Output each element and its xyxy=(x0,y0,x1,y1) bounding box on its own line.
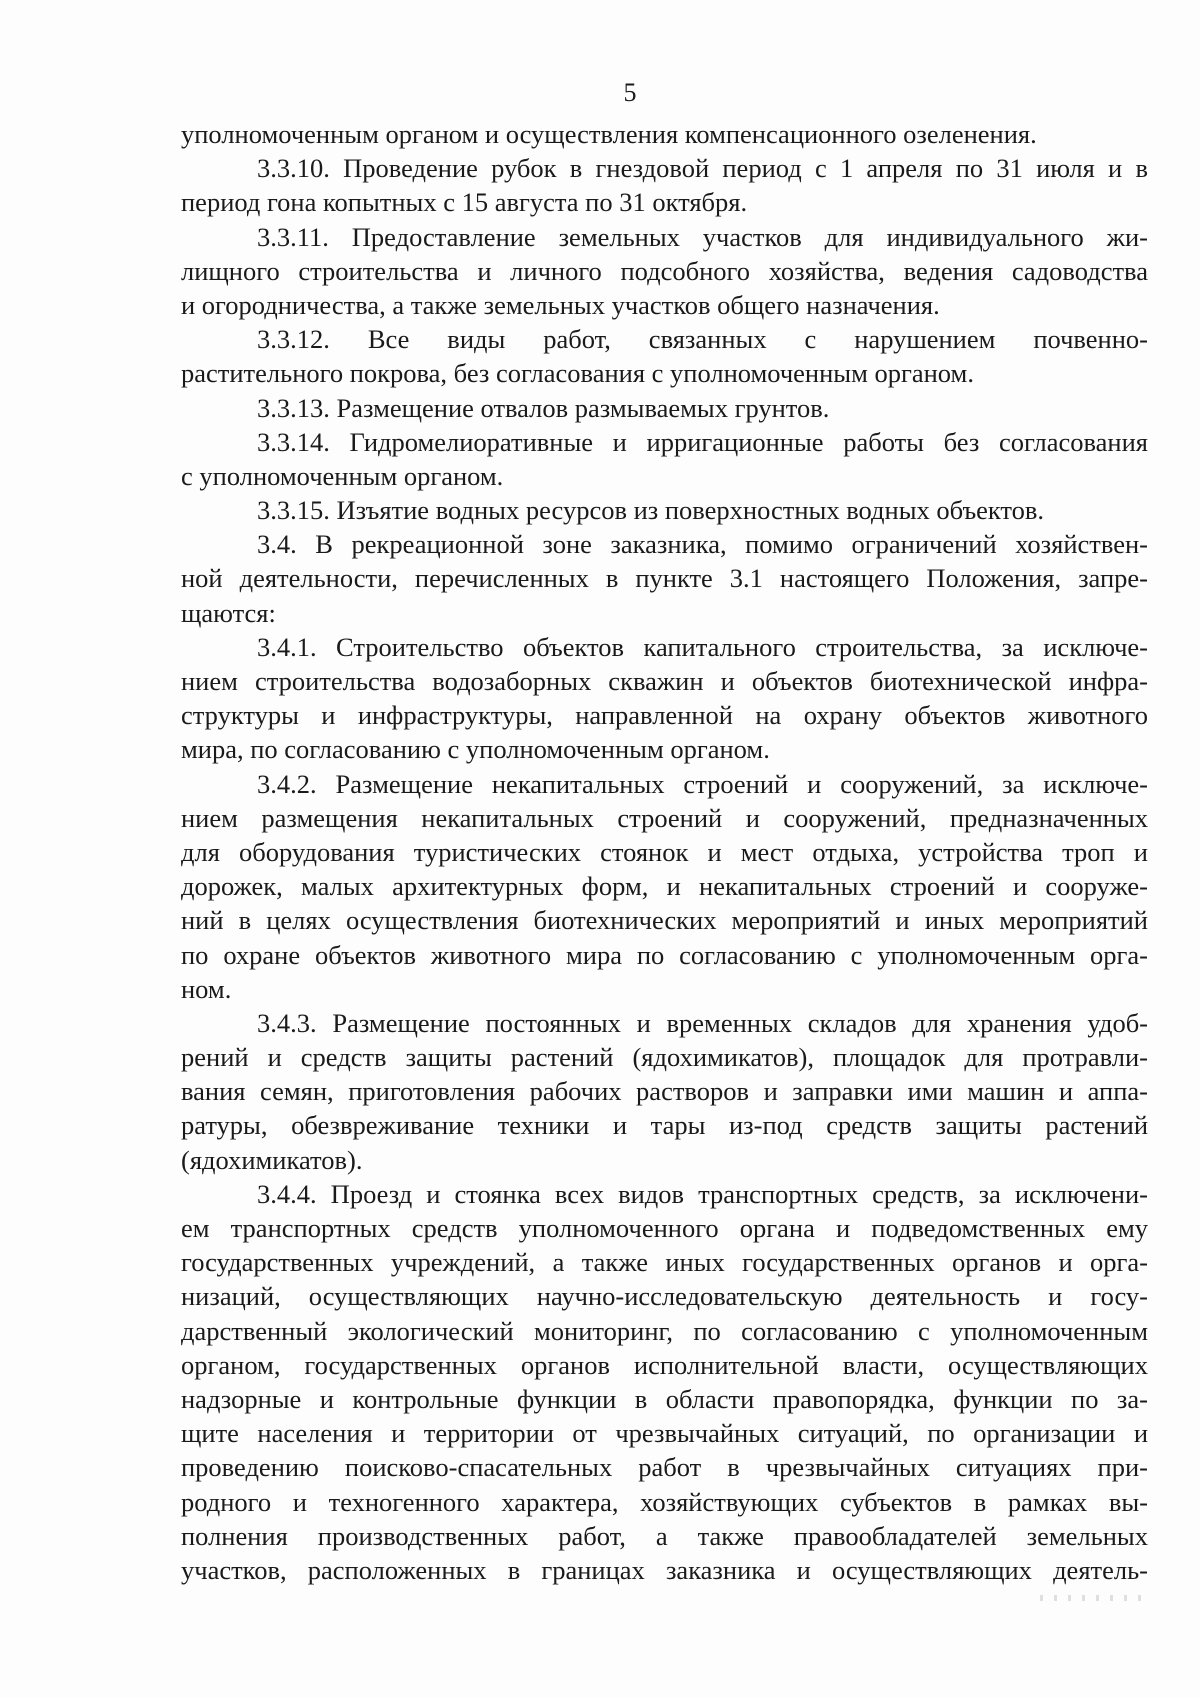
document-body xyxy=(181,117,1148,1587)
text-line: рений и средств защиты растений (ядохимикатов), площадок для протравли- xyxy=(181,1042,1148,1073)
text-line: вания семян, приготовления рабочих растворов и заправки ими машин и аппа- xyxy=(181,1076,1148,1107)
text-line: нием размещения некапитальных строений и сооружений, предназначенных xyxy=(181,802,1148,833)
text-line: 3.3.12. Все виды работ, связанных с нарушением почвенно- xyxy=(257,324,1148,355)
text-line: 3.4.2. Размещение некапитальных строений и сооружений, за исключе- xyxy=(257,768,1148,799)
text-line: органом, государственных органов исполнительной власти, осуществляющих xyxy=(181,1349,1148,1380)
text-line: полнения производственных работ, а также правообладателей земельных xyxy=(181,1520,1148,1551)
text-line: период гона копытных с 15 августа по 31 октября. xyxy=(181,187,748,218)
text-line: 3.3.13. Размещение отвалов размываемых грунтов. xyxy=(257,392,830,423)
text-line: участков, расположенных в границах заказника и осуществляющих деятель- xyxy=(181,1554,1148,1585)
text-line: и огородничества, а также земельных участков общего назначения. xyxy=(181,289,940,320)
text-line: дарственный экологический мониторинг, по согласованию с уполномоченным xyxy=(181,1315,1148,1346)
text-line: ний в целях осуществления биотехнических мероприятий и иных мероприятий xyxy=(181,905,1148,936)
text-line: уполномоченным органом и осуществления компенсационного озеленения. xyxy=(181,119,1037,149)
text-line: щаются: xyxy=(181,597,276,628)
text-line: родного и техногенного характера, хозяйствующих субъектов в рамках вы- xyxy=(181,1486,1148,1517)
text-line: государственных учреждений, а также иных государственных органов и орга- xyxy=(181,1247,1148,1278)
text-line: 3.3.14. Гидромелиоративные и ирригационные работы без согласования xyxy=(257,426,1148,457)
text-line: 3.4.3. Размещение постоянных и временных складов для хранения удоб- xyxy=(257,1007,1148,1038)
text-line: 3.3.11. Предоставление земельных участков для индивидуального жи- xyxy=(257,221,1148,252)
text-line: дорожек, малых архитектурных форм, и некапитальных строений и сооруже- xyxy=(181,871,1148,902)
text-line: 3.3.10. Проведение рубок в гнездовой период с 1 апреля по 31 июля и в xyxy=(257,153,1148,184)
text-line: структуры и инфраструктуры, направленной на охрану объектов животного xyxy=(181,700,1148,731)
text-line: ном. xyxy=(181,973,232,1004)
text-line: ной деятельности, перечисленных в пункте 3.1 настоящего Положения, запре- xyxy=(181,563,1148,594)
text-line: по охране объектов животного мира по согласованию с уполномоченным орга- xyxy=(181,939,1148,970)
text-line: нием строительства водозаборных скважин и объектов биотехнической инфра- xyxy=(181,666,1148,696)
text-line: 3.3.15. Изъятие водных ресурсов из поверхностных водных объектов. xyxy=(257,495,1045,526)
text-line: мира, по согласованию с уполномоченным органом. xyxy=(181,734,770,765)
text-line: проведению поисково-спасательных работ в чрезвычайных ситуациях при- xyxy=(181,1452,1148,1483)
text-line: для оборудования туристических стоянок и мест отдыха, устройства троп и xyxy=(181,836,1148,867)
text-line: лищного строительства и личного подсобного хозяйства, ведения садоводства xyxy=(181,255,1148,286)
text-line: ратуры, обезвреживание техники и тары из-под средств защиты растений xyxy=(181,1110,1148,1141)
text-line: низаций, осуществляющих научно-исследовательскую деятельность и госу- xyxy=(181,1281,1148,1312)
text-line: 3.4. В рекреационной зоне заказника, помимо ограничений хозяйствен- xyxy=(257,529,1148,560)
page-number: 5 xyxy=(623,78,637,107)
scan-smudge xyxy=(1040,1595,1150,1601)
text-line: с уполномоченным органом. xyxy=(181,460,504,491)
text-line: (ядохимикатов). xyxy=(181,1144,363,1175)
text-line: щите населения и территории от чрезвычайных ситуаций, по организации и xyxy=(181,1418,1148,1449)
text-line: растительного покрова, без согласования с уполномоченным органом. xyxy=(181,358,974,389)
text-line: ем транспортных средств уполномоченного органа и подведомственных ему xyxy=(181,1213,1148,1243)
text-line: надзорные и контрольные функции в области правопорядка, функции по за- xyxy=(181,1383,1148,1414)
text-line: 3.4.1. Строительство объектов капитального строительства, за исключе- xyxy=(257,631,1148,662)
text-line: 3.4.4. Проезд и стоянка всех видов транспортных средств, за исключени- xyxy=(257,1178,1148,1209)
